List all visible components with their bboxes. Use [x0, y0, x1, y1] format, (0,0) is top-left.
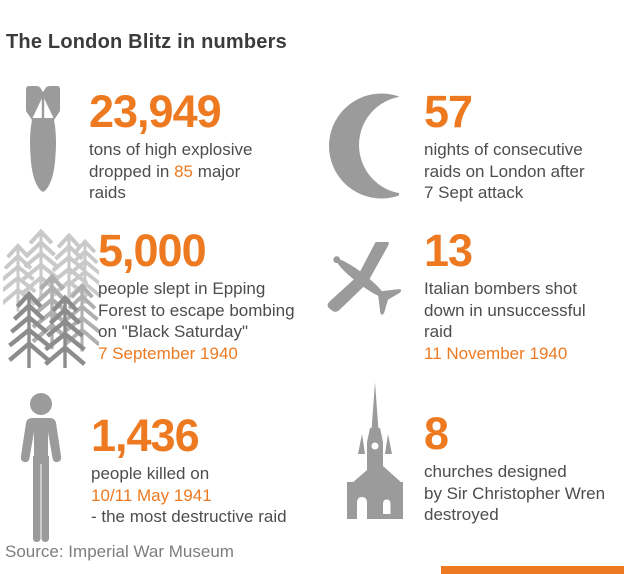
desc-line: churches designed	[424, 462, 567, 481]
stat-number: 23,949	[89, 86, 221, 137]
date-line: 10/11 May 1941	[91, 485, 212, 505]
desc-line: raids	[89, 183, 126, 202]
plane-icon	[321, 242, 421, 337]
stat-desc	[91, 463, 319, 528]
stat-desc	[98, 278, 316, 364]
stat-number: 8	[424, 408, 449, 459]
highlight-value: 85	[174, 161, 193, 181]
desc-line: down in unsuccessful	[424, 300, 586, 320]
desc-line: dropped in 85 major	[89, 161, 241, 181]
desc-line: Italian bombers shot	[424, 279, 578, 298]
stat-desc	[424, 139, 622, 204]
stat-desc	[424, 278, 622, 364]
stat-block-killed	[91, 410, 319, 528]
person-icon	[15, 392, 67, 544]
stat-block-nights	[424, 86, 622, 204]
stat-desc	[89, 139, 309, 204]
bomb-icon	[21, 85, 65, 197]
desc-line: by Sir Christopher Wren	[424, 483, 606, 503]
date-line: 11 November 1940	[424, 343, 568, 363]
forest-icon	[3, 228, 99, 368]
stat-number: 1,436	[91, 410, 199, 461]
desc-line: people killed on	[91, 464, 210, 483]
stat-number: 13	[424, 225, 473, 276]
desc-line: nights of consecutive	[424, 140, 583, 159]
source-credit: Source: Imperial War Museum	[5, 542, 234, 561]
stat-block-explosives	[89, 86, 309, 204]
date-line: 7 September 1940	[98, 343, 238, 363]
accent-bar	[441, 566, 624, 574]
stat-block-epping	[98, 225, 316, 364]
desc-line: on "Black Saturday"	[98, 322, 249, 341]
page-title: The London Blitz in numbers	[6, 31, 287, 53]
church-icon	[337, 382, 413, 520]
stat-block-churches	[424, 408, 624, 526]
desc-line: raid	[424, 322, 453, 341]
desc-line: people slept in Epping	[98, 279, 266, 298]
crescent-moon-icon	[329, 93, 399, 199]
stat-desc	[424, 461, 624, 526]
desc-line: Forest to escape bombing	[98, 300, 295, 320]
desc-line: tons of high explosive	[89, 140, 253, 159]
stat-block-bombers	[424, 225, 622, 364]
stat-number: 57	[424, 86, 473, 137]
desc-line: - the most destructive raid	[91, 507, 287, 526]
desc-line: destroyed	[424, 505, 499, 524]
desc-line: raids on London after	[424, 161, 585, 181]
desc-line: 7 Sept attack	[424, 183, 524, 202]
stat-number: 5,000	[98, 225, 206, 276]
